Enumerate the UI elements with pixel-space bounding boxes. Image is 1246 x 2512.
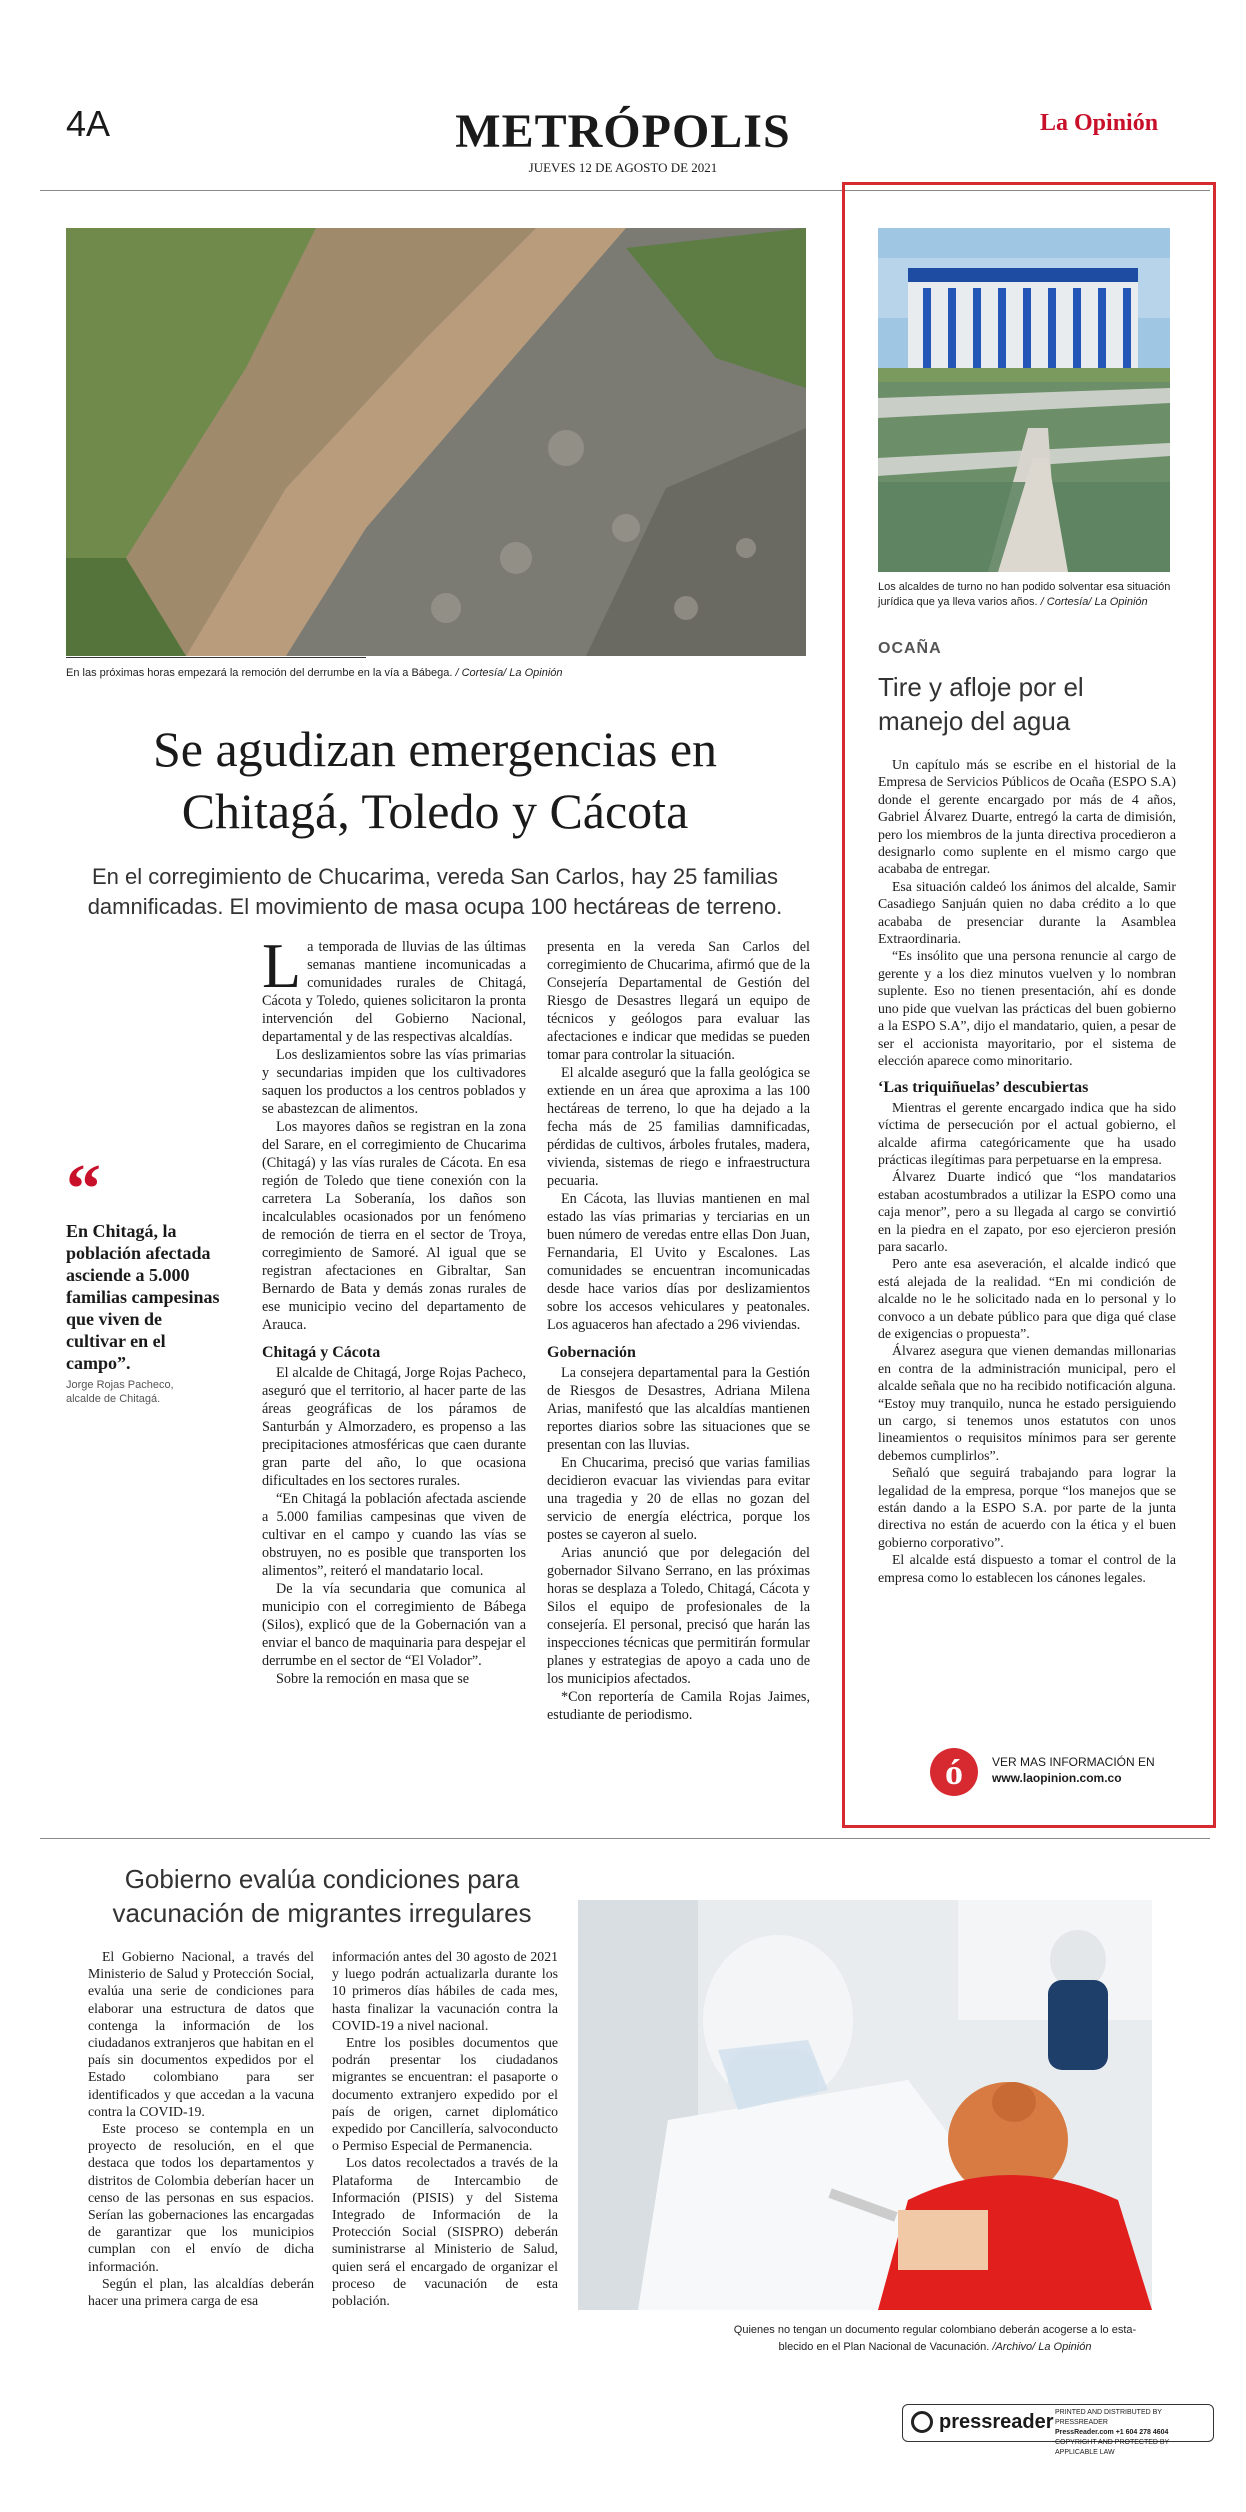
paragraph: presenta en la vereda San Carlos del corregimiento de Chucarima, afirmó que de la Consejería Departamental de Gestión del Riesgo de Desastres llegará un equipo de técnicos y geólogos para evaluar las afectaciones e indicar que medidas se pueden tomar para controlar la situación.: [547, 939, 810, 1063]
landslide-photo: [66, 228, 806, 656]
quote-source-role: alcalde de Chitagá.: [66, 1393, 161, 1405]
bottom-photo-caption: [700, 2322, 1170, 2356]
paragraph: Señaló que seguirá trabajando para lograr la legalidad de la empresa, porque “los manejos que se están dando a la ESPO S.A. por parte de la junta directiva no están de acuerdo con la ética y el buen gobierno corporativo”.: [878, 1465, 1176, 1550]
paragraph: Entre los posibles documentos que podrán presentar los ciudadanos migrantes se encuentran: el pasaporte o documento extranjero expedido por el país de origen, carnet diplomático expedido por Cancillería, salvoconducto o Permiso Especial de Permanencia.: [332, 2035, 558, 2154]
sidebar-title-line-1: Tire y afloje por el: [878, 672, 1084, 702]
bottom-article-col-1: [88, 1948, 314, 2309]
deck-line-2: damnificadas. El movimiento de masa ocupa 100 hectáreas de terreno.: [87, 894, 783, 919]
bottom-headline-line-2: vacunación de migrantes irregulares: [112, 1898, 532, 1928]
quote-text: En Chitagá, la población afectada asciende a 5.000 familias campesinas que viven de cultivar en el campo”.: [66, 1221, 220, 1373]
paragraph: “Es insólito que una persona renuncie al cargo de gerente y a los diez minutos vuelven y lo nombran suplente. Eso no tienen presentación, ahí es donde uno pide que vuelvan las prácticas del buen gobierno a la ESPO S.A”, dijo el mandatario, quien, a pesar de ser el accionista mayoritario, por el sistema de elección aparece como minoritario.: [878, 948, 1176, 1068]
headline-line-1: Se agudizan emergencias en: [152, 721, 718, 777]
quote-source-name: Jorge Rojas Pacheco,: [66, 1379, 174, 1391]
section-title: METRÓPOLIS: [455, 105, 791, 158]
main-headline: [50, 718, 820, 842]
paragraph: El Gobierno Nacional, a través del Ministerio de Salud y Protección Social, evalúa una serie de condiciones para elaborar una estructura de datos que contenga la información de los ciudadanos extranjeros que habitan en el país sin documentos expedidos por el Estado colombiano para ser identificados y que accedan a la vacuna contra la COVID-19.: [88, 1949, 314, 2119]
bottom-article-col-2: [332, 1948, 558, 2309]
main-article-col-1: [262, 930, 526, 1688]
pressreader-badge: [902, 2404, 1214, 2456]
sidebar-title: [878, 670, 1188, 738]
paragraph: El alcalde está dispuesto a tomar el control de la empresa como lo establecen los cánones legales.: [878, 1552, 1176, 1585]
paragraph: En Chucarima, precisó que varias familias decidieron evacuar las viviendas para evitar una tragedia y 20 de ellas no gozan del servicio de energía eléctrica, porque los postes se cayeron al suelo.: [547, 1455, 810, 1543]
caption-line-2: blecido en el Plan Nacional de Vacunación.: [778, 2341, 990, 2353]
paragraph: Álvarez Duarte indicó que “los mandatarios estaban acostumbrados a utilizar la ESPO como una caja menor”, pero a su llegada al cargo se convirtió en la piedra en el zapato, por eso ejercieron presión para sacarlo.: [878, 1169, 1176, 1254]
bottom-headline: [66, 1862, 578, 1930]
sidebar-article: [878, 756, 1176, 1586]
paragraph: En Cácota, las lluvias mantienen en mal estado las vías primarias y terciarias en un buen número de veredas entre ellas Don Juan, Fernandaria, El Uvito y Escalones. Las comunidades se encuentran incomunicadas desde hace varios días por deslizamientos sobre los accesos vehiculares y peatonales. Los aguaceros han afectado a 296 viviendas.: [547, 1191, 810, 1333]
quote-source: [66, 1378, 226, 1406]
paragraph: La consejera departamental para la Gestión de Riesgos de Desastres, Adriana Milena Arias, manifestó que las alcaldías mantienen reportes diarios sobre las situaciones que se presentan con las lluvias.: [547, 1365, 810, 1453]
paragraph: Mientras el gerente encargado indica que ha sido víctima de persecución por el actual gobierno, el alcalde afirma categóricamente que ha usado prácticas ilegítimas para perpetuarse en la empresa.: [878, 1099, 1176, 1167]
subhead: Gobernación: [547, 1344, 636, 1361]
deck-line-1: En el corregimiento de Chucarima, vereda San Carlos, hay 25 familias: [92, 864, 778, 889]
more-info-url[interactable]: www.laopinion.com.co: [992, 1771, 1122, 1785]
subhead: Chitagá y Cácota: [262, 1344, 381, 1361]
pressreader-fine-print: [1055, 2408, 1207, 2458]
water-plant-photo: [878, 228, 1170, 572]
main-deck: [50, 862, 820, 922]
sidebar-title-line-2: manejo del agua: [878, 706, 1071, 736]
caption-credit: / Cortesía/ La Opinión: [1040, 596, 1148, 608]
caption-rule: [66, 657, 366, 658]
pull-quote: [66, 1151, 226, 1406]
paragraph: información antes del 30 agosto de 2021 y luego podrán actualizarla durante los 10 primeros días hábiles de cada mes, hasta finalizar la vacunación contra la COVID-19 a nivel nacional.: [332, 1949, 558, 2033]
paragraph: Álvarez asegura que vienen demandas millonarias en contra de la administración municipal, pero el alcalde señala que no ha recibido notificación alguna. “Estoy muy tranquilo, nunca he estado persiguiendo un cargo, si tenemos unos estatutos con unos lineamientos o requisitos mínimos para ser gerente debemos cumplirlos”.: [878, 1343, 1176, 1463]
paragraph: Pero ante esa aseveración, el alcalde indicó que está alejada de la realidad. “En mi condición de alcalde no le he solicitado nada en lo personal y lo convoco a un debate público para que diga qué clase de exigencias o propuesta”.: [878, 1256, 1176, 1341]
paragraph: El alcalde de Chitagá, Jorge Rojas Pacheco, aseguró que el territorio, al hacer parte de las áreas geográficas de los páramos de Santurbán y Almorzadero, es propenso a las precipitaciones atmosféricas que caen durante gran parte del año, lo que ocasiona dificultades en los sectores rurales.: [262, 1365, 526, 1489]
fine-print-line: COPYRIGHT AND PROTECTED BY APPLICABLE LAW: [1055, 2439, 1170, 2456]
paragraph: *Con reportería de Camila Rojas Jaimes, estudiante de periodismo.: [547, 1689, 810, 1723]
paragraph: Según el plan, las alcaldías deberán hacer una primera carga de esa: [88, 2275, 314, 2309]
quote-mark-icon: “: [66, 1151, 101, 1228]
paragraph: Los deslizamientos sobre las vías primarias y secundarias impiden que los cultivadores saquen los productos a los centros poblados y se abastezcan de alimentos.: [262, 1047, 526, 1117]
vaccination-photo: [578, 1900, 1152, 2310]
caption-text: Los alcaldes de turno no han podido solventar esa situación jurídica que ya lleva varios años.: [878, 581, 1171, 608]
caption-credit: /Archivo/ La Opinión: [992, 2341, 1092, 2353]
subhead: ‘Las triquiñuelas’ descubiertas: [878, 1079, 1089, 1097]
laopinion-logo-icon: ó: [930, 1748, 978, 1796]
paragraph: Los mayores daños se registran en la zona del Sarare, en el corregimiento de Chucarima (Chitagá) y las vías rurales de Cácota. En esa región de Toledo que tiene conexión con la carretera La Soberanía, los daños son incalculables ocasionados por un fenómeno de remoción de tierra en el sector de Troya, corregimiento de Samoré. Al igual que se registran afectaciones en Gibraltar, San Bernardo de Bata y demás zonas rurales de ese municipio vecino del departamento de Arauca.: [262, 1119, 526, 1333]
paragraph: Esa situación caldeó los ánimos del alcalde, Samir Casadiego Sanjuán quien no daba crédito a lo que acababa de presenciar durante la Asamblea Extraordinaria.: [878, 878, 1176, 947]
main-article-col-2: [547, 938, 810, 1724]
main-photo-caption: [66, 666, 806, 681]
section-rule: [40, 1838, 1210, 1839]
paragraph: Un capítulo más se escribe en el historial de la Empresa de Servicios Públicos de Ocaña (ESPO S.A) donde el gerente encargado por más de 4 años, Gabriel Álvarez Duarte, entregó la carta de dimisión, pero los miembros de la junta directiva procedieron a designarlo como suplente en el mismo cargo que acababa de entregar.: [878, 757, 1176, 877]
issue-date: JUEVES 12 DE AGOSTO DE 2021: [528, 160, 718, 175]
brand-logo: La Opinión: [1040, 110, 1159, 136]
paragraph: De la vía secundaria que comunica al municipio con el corregimiento de Bábega (Silos), explicó que de la Gobernación van a enviar el banco de maquinaria para despejar el derrumbe en el sector de “El Volador”.: [262, 1581, 526, 1669]
paragraph: Los datos recolectados a través de la Plataforma de Intercambio de Información (PISIS) y del Sistema Integrado de Información de la Protección Social (SISPRO) deberán suministrarse al Ministerio de Salud, quien será el encargado de organizar el proceso de vacunación de esta población.: [332, 2155, 558, 2309]
paragraph: a temporada de lluvias de las últimas semanas mantiene incomunicadas a comunidades rurales de Chitagá, Cácota y Toledo, quienes solicitaron la pronta intervención del Gobierno Nacional, departamental y de las respectivas alcaldías.: [262, 939, 526, 1045]
bottom-headline-line-1: Gobierno evalúa condiciones para: [124, 1864, 520, 1894]
paragraph: Este proceso se contempla en un proyecto de resolución, en el que destaca que todos los departamentos y distritos de Colombia deberían hacer un censo de las personas en sus espacios. Serían las gobernaciones las encargadas de garantizar que los municipios cumplan con el envío de dicha información.: [88, 2121, 314, 2274]
caption-credit: / Cortesía/ La Opinión: [455, 667, 563, 679]
paragraph: “En Chitagá la población afectada asciende a 5.000 familias campesinas que viven de cultivar en el campo y cuando las vías se obstruyen, no es posible que transporten los alimentos”, reiteró el mandatario local.: [262, 1491, 526, 1579]
caption-line-1: Quienes no tengan un documento regular colombiano deberán acogerse a lo esta-: [733, 2324, 1137, 2336]
paragraph: El alcalde aseguró que la falla geológica se extiende en un área que aproxima a las 100 hectáreas de terreno, lo que ha dejado a la fecha más de 25 familias damnificadas, pérdidas de cultivos, árboles frutales, madera, vivienda, sistemas de riego e infraestructura pecuaria.: [547, 1065, 810, 1189]
pressreader-logo-icon: [911, 2411, 933, 2433]
sidebar-photo-caption: [878, 580, 1178, 610]
page-number: 4A: [66, 103, 111, 144]
fine-print-line: PressReader.com +1 604 278 4604: [1055, 2429, 1169, 2436]
fine-print-line: PRINTED AND DISTRIBUTED BY PRESSREADER: [1055, 2409, 1162, 2426]
headline-line-2: Chitagá, Toledo y Cácota: [181, 783, 689, 839]
more-info-link[interactable]: [992, 1754, 1155, 1786]
sidebar-kicker: OCAÑA: [878, 640, 942, 657]
caption-text: En las próximas horas empezará la remoción del derrumbe en la vía a Bábega.: [66, 667, 453, 679]
pressreader-wordmark: pressreader: [939, 2411, 1054, 2433]
more-info-label: VER MAS INFORMACIÓN EN: [992, 1755, 1155, 1769]
paragraph: Arias anunció que por delegación del gobernador Silvano Serrano, en las próximas horas se desplaza a Toledo, Chitagá, Cácota y Silos el equipo de profesionales de la consejería. El personal, precisó que harán las inspecciones técnicas que permitirán formular planes y estrategias de apoyo a cada uno de los municipios afectados.: [547, 1545, 810, 1687]
drop-cap: L: [262, 930, 302, 1001]
paragraph: Sobre la remoción en masa que se: [276, 1671, 470, 1687]
